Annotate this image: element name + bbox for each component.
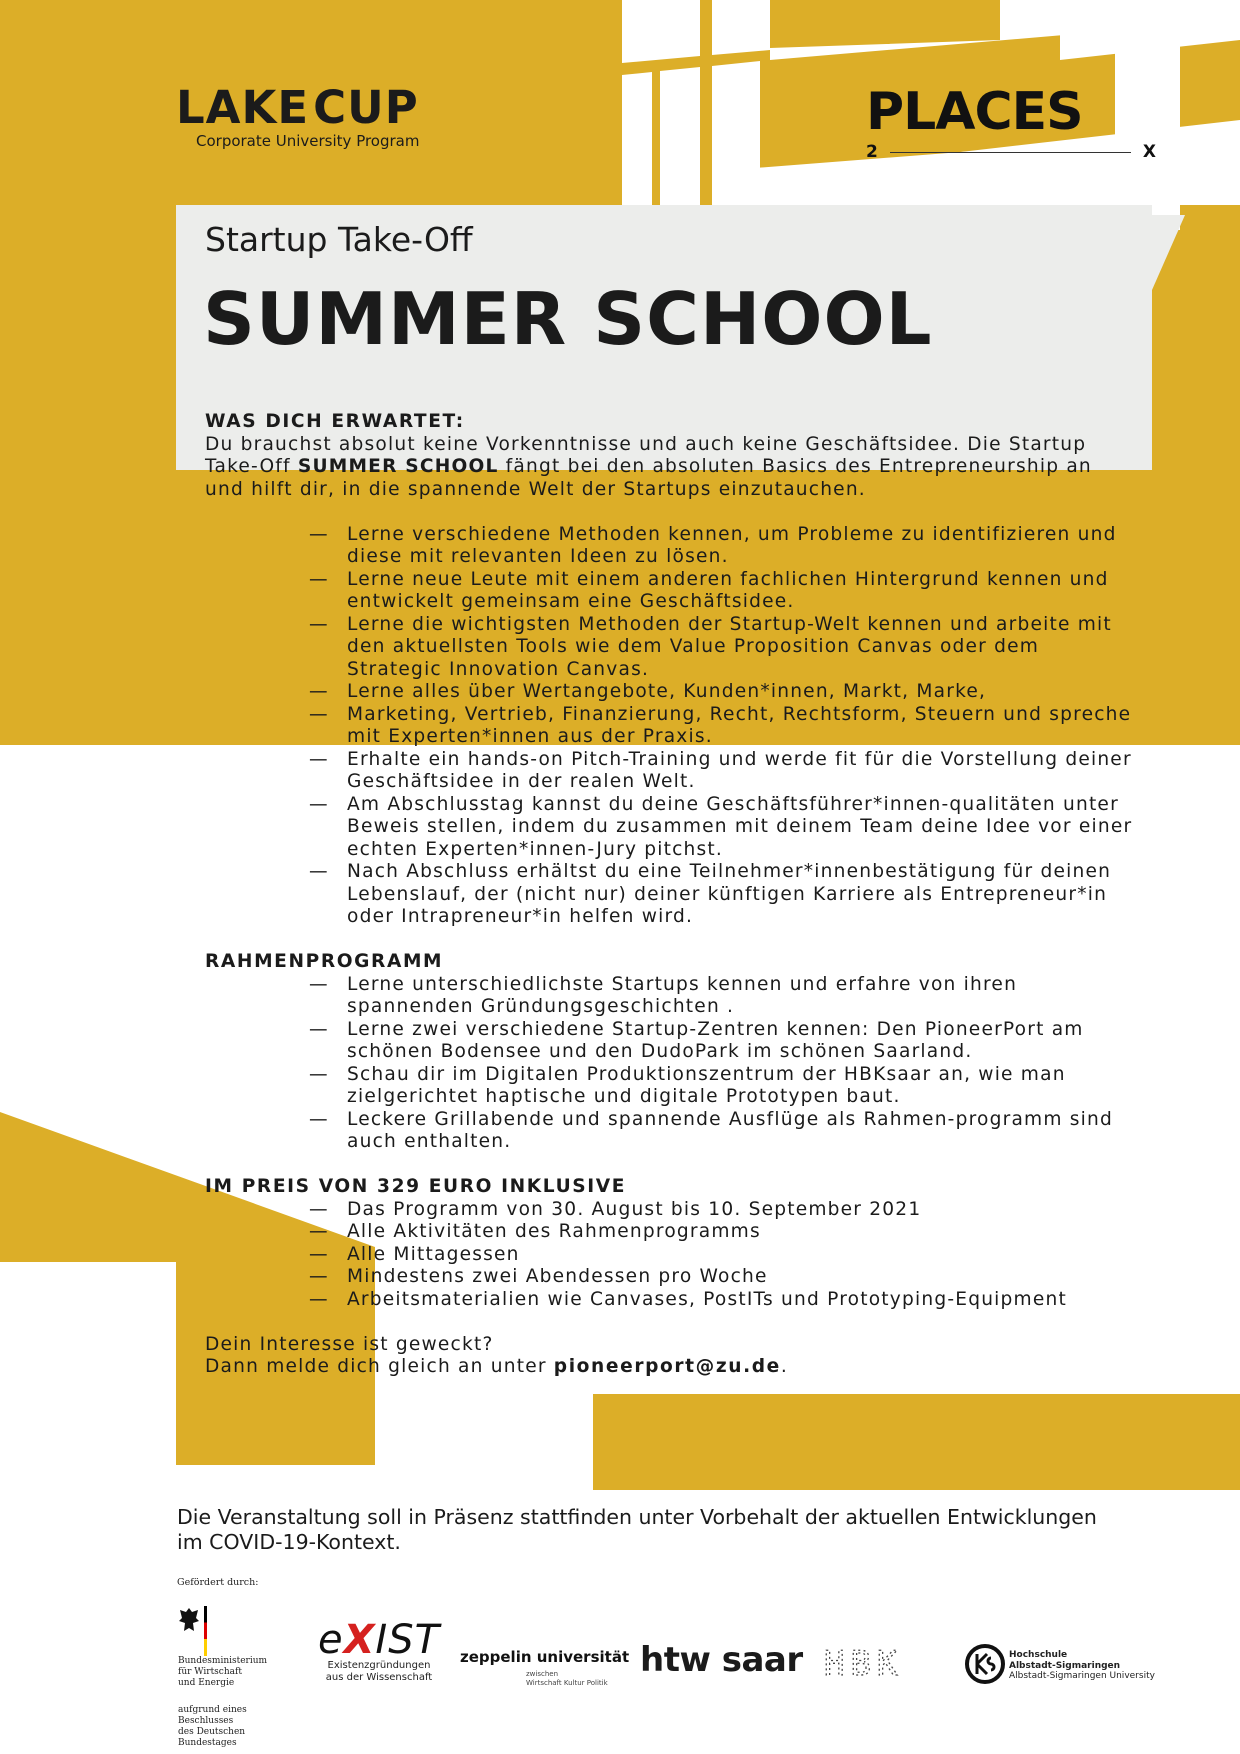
svg-text:HBK: HBK xyxy=(824,1644,904,1684)
intro-text xyxy=(205,434,1135,502)
places-title: PLACES xyxy=(866,82,1083,142)
list-item: — Arbeitsmaterialien wie Canvases, PostITs und Prototyping-Equipment xyxy=(309,1288,1067,1310)
cta-line1: Dein Interesse ist geweckt? xyxy=(205,1333,494,1355)
expect-list xyxy=(205,524,1135,929)
hs-emblem-icon xyxy=(965,1644,1005,1684)
lakecup-logo xyxy=(176,81,420,154)
places-logo xyxy=(866,84,1156,162)
places-divider xyxy=(890,152,1131,153)
federal-eagle-icon xyxy=(178,1606,200,1636)
rahmen-heading: RAHMENPROGRAMM xyxy=(205,951,444,972)
preis-heading: IM PREIS VON 329 EURO INKLUSIVE xyxy=(205,1176,627,1197)
list-item: — Lerne verschiedene Methoden kennen, um Probleme zu identifizieren und diese mit relevanten Ideen zu lösen. xyxy=(309,523,1117,567)
list-item: — Alle Aktivitäten des Rahmenprogramms xyxy=(309,1221,761,1242)
list-item: — Mindestens zwei Abendessen pro Woche xyxy=(309,1266,768,1287)
list-item: — Am Abschlusstag kannst du deine Geschäftsführer*innen-qualitäten unter Beweis stellen, indem du zusammen mit deinem Team deine Idee vor einer echten Experten*innen-Jury pitchst. xyxy=(309,793,1133,860)
sponsor-logos: Bundesministerium für Wirtschaft und Energie aufgrund eines Beschlusses des Deutschen Bundestages eXIST Existenzgründungen aus der Wissenschaft zeppelin universität zwischen Wirtschaft Kultur Politik htw saar HBK Hochschule Albstadt-Sigmaringen Albstadt-Sigmaringen University xyxy=(170,1600,1160,1700)
lakecup-subtitle: Corporate University Program xyxy=(196,132,420,150)
intro-text-bold: SUMMER SCHOOL xyxy=(297,456,499,477)
htw-saar-logo: htw saar xyxy=(640,1640,803,1680)
intro-text-after: fängt bei den absoluten Basics des Entrepreneurship an und hilft dir, in die spannende Welt der Startups einzutauchen. xyxy=(205,456,1092,500)
lakecup-title-right: CUP xyxy=(313,81,419,134)
list-item: — Alle Mittagessen xyxy=(309,1243,520,1265)
list-item: — Schau dir im Digitalen Produktionszentrum der HBKsaar an, wie man zielgerichtet haptische und digitale Prototypen baut. xyxy=(309,1063,1066,1107)
hbk-saar-logo xyxy=(810,1644,930,1684)
list-item: — Lerne unterschiedlichste Startups kennen und erfahre von ihren spannenden Gründungsgeschichten . xyxy=(309,973,1018,1017)
list-item: — Das Programm von 30. August bis 10. September 2021 xyxy=(309,1198,922,1220)
funded-by-label: Gefördert durch: xyxy=(177,1577,259,1588)
lakecup-title-left: LAKE xyxy=(176,81,310,134)
list-item: — Nach Abschluss erhältst du eine Teilnehmer*innenbestätigung für deinen Lebenslauf, der (nicht nur) deiner künftigen Karriere als Entrepreneur*in oder Intrapreneur*in helfen wird. xyxy=(309,861,1112,927)
list-item: — Marketing, Vertrieb, Finanzierung, Recht, Rechtsform, Steuern und spreche mit Experten*innen aus der Praxis. xyxy=(309,703,1132,747)
list-item: — Lerne neue Leute mit einem anderen fachlichen Hintergrund kennen und entwickelt gemeinsam eine Geschäftsidee. xyxy=(309,568,1109,612)
page-pretitle: Startup Take-Off xyxy=(205,220,473,259)
intro-text-before: Du brauchst absolut keine Vorkenntnisse und auch keine Geschäftsidee. Die Startup Take-Off xyxy=(205,433,1087,477)
intro-heading: WAS DICH ERWARTET: xyxy=(205,411,465,432)
preis-list xyxy=(205,1199,1135,1312)
page-title: SUMMER SCHOOL xyxy=(203,277,933,361)
yellow-bottom-right-block xyxy=(593,1394,1240,1490)
cta-line2: Dann melde dich gleich an unter pioneerport@zu.de. xyxy=(205,1356,788,1377)
main-content xyxy=(205,411,1135,1379)
bmwi-logo: Bundesministerium für Wirtschaft und Energie aufgrund eines Beschlusses des Deutschen Bundestages xyxy=(178,1606,293,1749)
email-link[interactable]: pioneerport@zu.de xyxy=(553,1356,781,1377)
german-flag-bar xyxy=(204,1606,207,1656)
exist-logo: eXIST Existenzgründungen aus der Wissenschaft xyxy=(317,1617,441,1683)
list-item: — Lerne die wichtigsten Methoden der Startup-Welt kennen und arbeite mit den aktuellsten Tools wie dem Value Proposition Canvas oder dem Strategic Innovation Canvas. xyxy=(309,613,1112,680)
rahmen-list xyxy=(205,974,1135,1154)
places-left-label: 2 xyxy=(866,142,878,162)
covid-note: Die Veranstaltung soll in Präsenz stattfinden unter Vorbehalt der aktuellen Entwicklungen im COVID-19-Kontext. xyxy=(177,1505,1097,1554)
list-item: — Lerne zwei verschiedene Startup-Zentren kennen: Den PioneerPort am schönen Bodensee und den DudoPark im schönen Saarland. xyxy=(309,1018,1084,1062)
places-right-label: X xyxy=(1142,142,1156,162)
list-item: — Erhalte ein hands-on Pitch-Training und werde fit für die Vorstellung deiner Geschäftsidee in der realen Welt. xyxy=(309,748,1132,792)
list-item: — Lerne alles über Wertangebote, Kunden*innen, Markt, Marke, xyxy=(309,681,987,702)
list-item: — Leckere Grillabende und spannende Ausflüge als Rahmen-programm sind auch enthalten. xyxy=(309,1108,1114,1152)
zeppelin-universitaet-logo: zeppelin universität zwischen Wirtschaft Kultur Politik xyxy=(460,1648,630,1687)
